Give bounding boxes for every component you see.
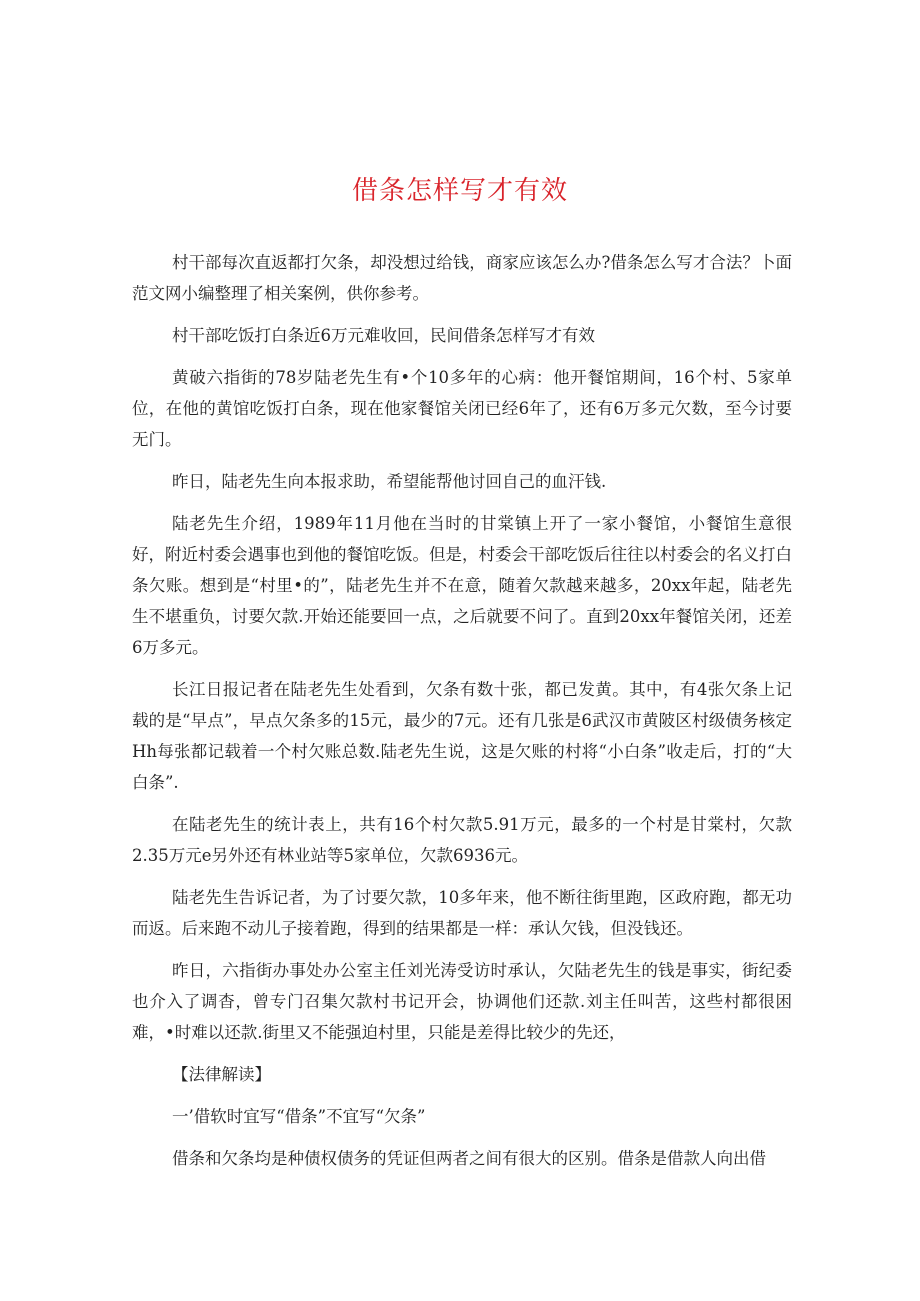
- paragraph-background: 陆老先生介绍，1989年11月他在当时的甘棠镇上开了一家小餐馆，小餐馆生意很好，附近村委会遇事也到他的餐馆吃饭。但是，村委会干部吃饭后往往以村委会的名义打白条欠账。想到是“村里•的”，陆老先生并不在意，随着欠款越来越多，20xx年起，陆老先生不堪重负，讨要欠款.开始还能要回一点，之后就要不问了。直到20xx年餐馆关闭，还差6万多元。: [132, 514, 792, 657]
- legal-point-heading: 一’借软时宜写“借条”不宜写“欠条”: [172, 1107, 426, 1126]
- section-heading-legal: 【法律解读】: [172, 1065, 271, 1084]
- document-title: 借条怎样写才有效: [351, 176, 568, 206]
- paragraph-subheading: 村干部吃饭打白条近6万元难收回，民间借条怎样写才有效: [172, 326, 595, 345]
- paragraph-legal-explanation: 借条和欠条均是种债权债务的凭证但两者之间有很大的区别。借条是借款人向出借: [172, 1149, 766, 1168]
- article-body: [132, 247, 792, 1185]
- paragraph-receipts: 长江日报记者在陆老先生处看到，欠条有数十张，都已发黄。其中，有4张欠条上记载的是“早点”，早点欠条多的15元，最少的7元。还有几张是6武汉市黄陂区村级债务核定Hh每张都记载着一个村欠账总数.陆老先生说，这是欠账的村将“小白条”收走后，打的“大白条”.: [132, 680, 792, 792]
- paragraph-official-response: 昨日，六指街办事处办公室主任刘光涛受访时承认，欠陆老先生的钱是事实，街纪委也介入了调杳，曾专门召集欠款村书记开会，协调他们还款.刘主任叫苦，这些村都很困难，•时难以还款.街里又不能强迫村里，只能是差得比较少的先还，: [132, 961, 792, 1042]
- paragraph-story: 黄破六指街的78岁陆老先生有•个10多年的心病：他开餐馆期间，16个村、5家单位，在他的黄馆吃饭打白条，现在他家餐馆关闭已经6年了，还有6万多元欠数，至今讨要无门。: [132, 368, 792, 449]
- paragraph-request: 昨日，陆老先生向本报求助，希望能帮他讨回自己的血汗钱.: [172, 472, 607, 491]
- paragraph-statistics: 在陆老先生的统计表上，共有16个村欠款5.91万元，最多的一个村是甘棠村，欠款2.35万元e另外还有林业站等5家单位，欠款6936元。: [132, 815, 792, 865]
- paragraph-efforts: 陆老先生告诉记者，为了讨要欠款，10多年来，他不断往街里跑，区政府跑，都无功而返。后来跑不动儿子接着跑，得到的结果都是一样：承认欠钱，但没钱还。: [132, 888, 792, 938]
- paragraph-intro: 村干部每次直返都打欠条，却没想过给钱，商家应该怎么办?借条怎么写才合法？卜面范文网小编整理了相关案例，供你参考。: [132, 253, 792, 303]
